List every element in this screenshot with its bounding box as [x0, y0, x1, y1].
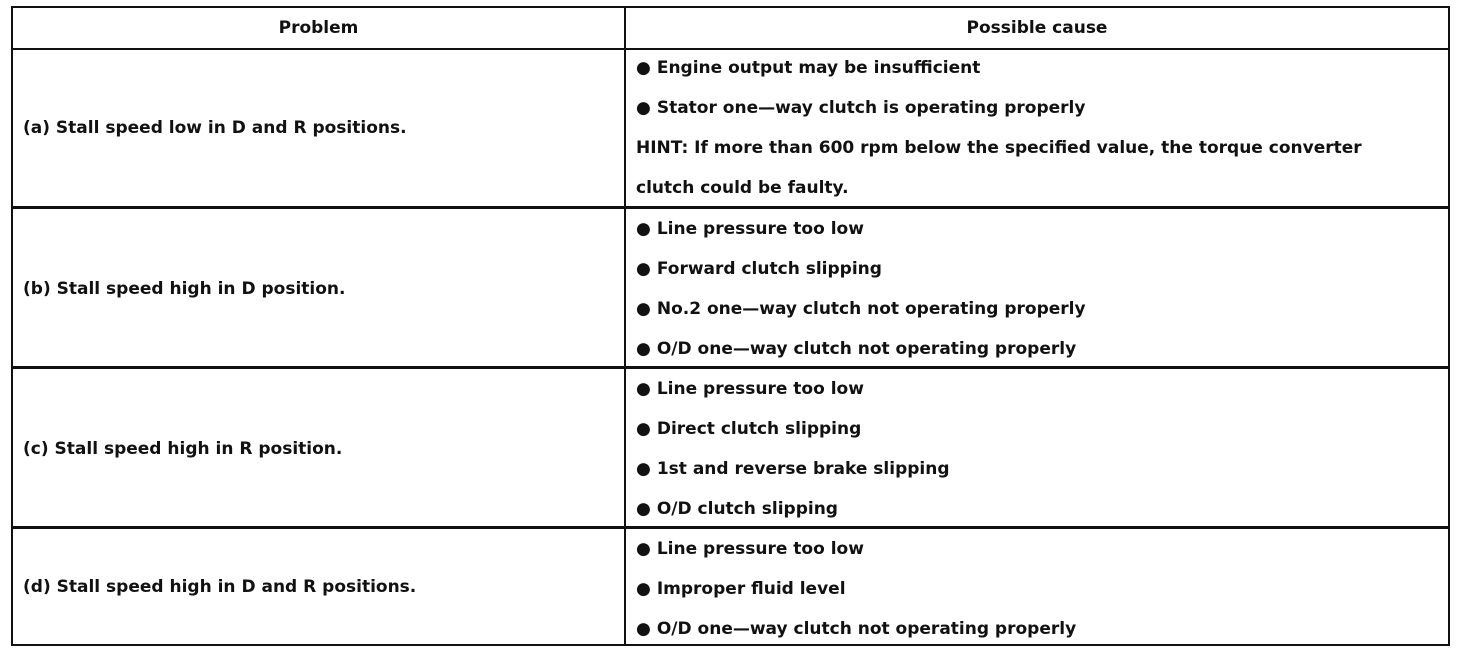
cause-line	[636, 209, 1448, 249]
cause-line	[636, 88, 1448, 128]
bullet-icon: ●	[636, 98, 651, 118]
cause-line	[636, 609, 1448, 649]
bullet-icon: ●	[636, 459, 651, 479]
header-possible-cause: Possible cause	[624, 8, 1448, 48]
cause-text: O/D one—way clutch not operating properly	[656, 339, 1077, 359]
cause-text: Engine output may be insufficient	[656, 58, 981, 78]
hint-text: clutch could be faulty.	[636, 178, 849, 198]
cause-line	[636, 249, 1448, 289]
bullet-icon: ●	[636, 499, 651, 519]
cause-text: No.2 one—way clutch not operating properly	[656, 299, 1086, 319]
bullet-icon: ●	[636, 219, 651, 239]
cause-line	[636, 289, 1448, 329]
troubleshooting-table	[11, 6, 1450, 646]
cause-text: Direct clutch slipping	[656, 419, 862, 439]
bullet-icon: ●	[636, 539, 651, 559]
cause-text: O/D one—way clutch not operating properly	[656, 619, 1077, 639]
table-row	[13, 526, 1448, 644]
cause-cell	[624, 529, 1448, 644]
hint-line	[636, 168, 1448, 208]
problem-cell: (d) Stall speed high in D and R positions.	[23, 576, 417, 597]
bullet-icon: ●	[636, 339, 651, 359]
problem-cell: (b) Stall speed high in D position.	[23, 278, 346, 299]
bullet-icon: ●	[636, 259, 651, 279]
cause-text: Forward clutch slipping	[656, 259, 882, 279]
cause-text: O/D clutch slipping	[656, 499, 838, 519]
cause-cell	[624, 369, 1448, 528]
cause-line	[636, 329, 1448, 369]
cause-text: Line pressure too low	[656, 219, 864, 239]
bullet-icon: ●	[636, 58, 651, 78]
table-row	[13, 366, 1448, 528]
cause-line	[636, 449, 1448, 489]
bullet-icon: ●	[636, 379, 651, 399]
cause-text: Improper fluid level	[656, 579, 846, 599]
cause-line	[636, 48, 1448, 88]
problem-cell: (c) Stall speed high in R position.	[23, 438, 343, 459]
cause-line	[636, 409, 1448, 449]
cause-text: Line pressure too low	[656, 379, 864, 399]
cause-cell	[624, 48, 1448, 208]
table-row	[13, 48, 1448, 208]
header-problem: Problem	[278, 18, 359, 38]
table-header	[13, 8, 1448, 50]
bullet-icon: ●	[636, 579, 651, 599]
cause-text: 1st and reverse brake slipping	[656, 459, 950, 479]
table-row	[13, 206, 1448, 368]
hint-text: HINT: If more than 600 rpm below the specified value, the torque converter	[636, 138, 1362, 158]
cause-text: Line pressure too low	[656, 539, 864, 559]
cause-line	[636, 369, 1448, 409]
problem-cell: (a) Stall speed low in D and R positions.	[23, 118, 407, 138]
cause-line	[636, 489, 1448, 529]
cause-cell	[624, 209, 1448, 368]
cause-line	[636, 529, 1448, 569]
cause-line	[636, 569, 1448, 609]
bullet-icon: ●	[636, 619, 651, 639]
cause-text: Stator one—way clutch is operating properly	[656, 98, 1086, 118]
bullet-icon: ●	[636, 419, 651, 439]
bullet-icon: ●	[636, 299, 651, 319]
hint-line	[636, 128, 1448, 168]
